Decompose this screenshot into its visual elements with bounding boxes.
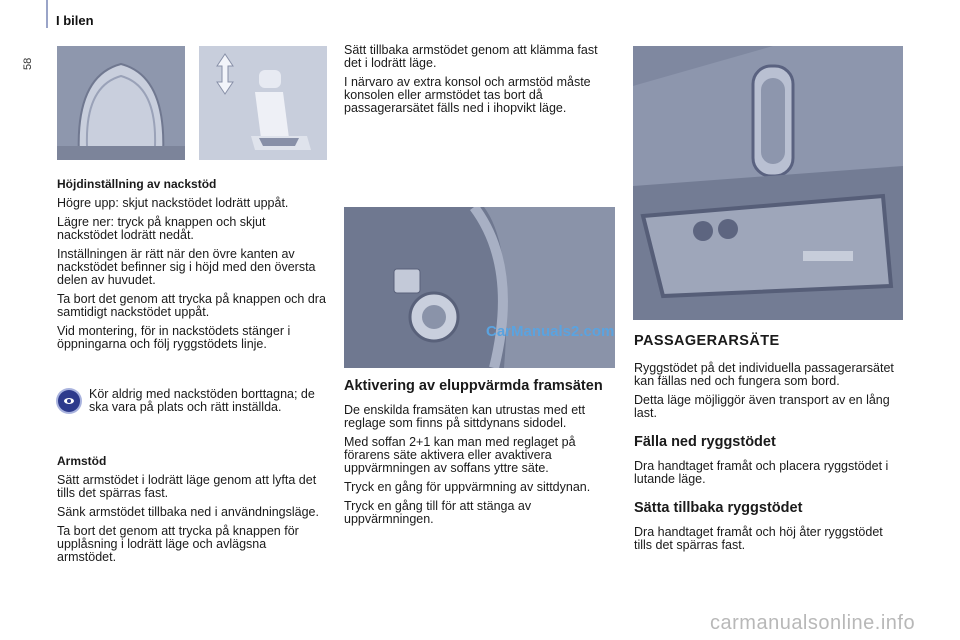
paragraph: Sätt armstödet i lodrätt läge genom att lyfta det tills det spärras fast. xyxy=(57,473,317,500)
heated-seats-section xyxy=(344,378,620,532)
section-title: I bilen xyxy=(56,13,94,28)
warning-text: Kör aldrig med nackstöden borttagna; de ska vara på plats och rätt inställda. xyxy=(89,387,315,414)
paragraph: Tryck en gång för uppvärmning av sittdynan. xyxy=(344,480,591,494)
seat-diagram-illustration xyxy=(199,46,327,160)
folded-seat-photo xyxy=(633,46,903,320)
passenger-seat-heading: PASSAGERARSÄTE xyxy=(634,333,780,349)
heated-seats-heading: Aktivering av eluppvärmda framsäten xyxy=(344,378,603,394)
fold-heading: Fälla ned ryggstödet xyxy=(634,434,776,450)
page-number: 58 xyxy=(22,57,34,70)
armrest-section xyxy=(57,455,327,570)
eye-warning-icon xyxy=(58,390,80,412)
heated-seat-photo xyxy=(344,207,615,368)
seat-adjust-diagram xyxy=(199,46,327,160)
paragraph: Vid montering, för in nackstödets stänger i öppningarna och följ ryggstödets linje. xyxy=(57,324,291,351)
paragraph: Lägre ner: tryck på knappen och skjut nackstödet lodrätt nedåt. xyxy=(57,215,266,242)
footer-watermark: carmanualsonline.info xyxy=(710,612,916,634)
passenger-seat-section xyxy=(634,335,904,558)
folded-seat-illustration xyxy=(633,46,903,320)
headrest-illustration xyxy=(57,46,185,160)
headrest-photo xyxy=(57,46,185,160)
restore-text: Dra handtaget framåt och höj åter ryggstödet tills det spärras fast. xyxy=(634,525,883,552)
paragraph: Tryck en gång till för att stänga av uppvärmningen. xyxy=(344,499,532,526)
paragraph: Ta bort det genom att trycka på knappen och dra samtidigt nackstödet uppåt. xyxy=(57,292,326,319)
armrest-continued xyxy=(344,44,614,121)
paragraph: I närvaro av extra konsol och armstöd måste konsolen eller armstödet tas bort då passagerarsätet fälls ned i ihopvikt läge. xyxy=(344,75,591,115)
heated-seat-illustration xyxy=(344,207,615,368)
paragraph: Med soffan 2+1 kan man med reglaget på förarens säte aktivera eller avaktivera uppvärmningen av soffans yttre säte. xyxy=(344,435,576,475)
fold-text: Dra handtaget framåt och placera ryggstödet i lutande läge. xyxy=(634,459,889,486)
paragraph: Sätt tillbaka armstödet genom att klämma fast det i lodrätt läge. xyxy=(344,43,598,70)
paragraph: Sänk armstödet tillbaka ned i användningsläge. xyxy=(57,505,319,519)
armrest-heading: Armstöd xyxy=(57,454,107,468)
paragraph: De enskilda framsäten kan utrustas med ett reglage som finns på sittdynans sidodel. xyxy=(344,403,586,430)
header-accent-bar xyxy=(46,0,48,28)
restore-heading: Sätta tillbaka ryggstödet xyxy=(634,500,803,516)
paragraph: Inställningen är rätt när den övre kanten av nackstödet befinner sig i höjd med den översta delen av huvudet. xyxy=(57,247,316,287)
warning-note xyxy=(89,388,327,420)
paragraph: Detta läge möjliggör även transport av en lång last. xyxy=(634,393,890,420)
headrest-heading: Höjdinställning av nackstöd xyxy=(57,177,217,191)
image-watermark: CarManuals2.com xyxy=(486,323,615,340)
paragraph: Ryggstödet på det individuella passagerarsätet kan fällas ned och fungera som bord. xyxy=(634,361,894,388)
headrest-section xyxy=(57,178,327,357)
paragraph: Ta bort det genom att trycka på knappen för upplåsning i lodrätt läge och avlägsna armstödet. xyxy=(57,524,299,564)
paragraph: Högre upp: skjut nackstödet lodrätt uppåt. xyxy=(57,196,289,210)
